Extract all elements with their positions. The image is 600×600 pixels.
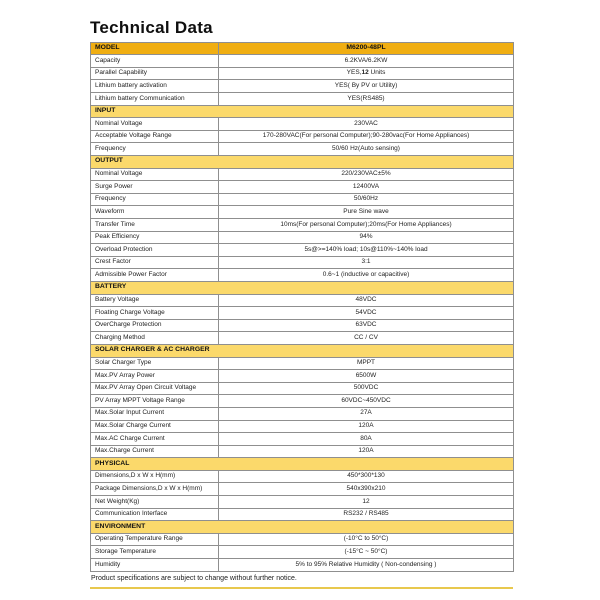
spec-label: PV Array MPPT Voltage Range — [91, 395, 219, 408]
spec-row-crest-factor — [91, 256, 514, 269]
spec-value: 120A — [219, 420, 514, 433]
model-header-label: MODEL — [91, 42, 219, 55]
spec-label: Humidity — [91, 559, 219, 572]
spec-row-transfer-time — [91, 219, 514, 232]
section-header-physical — [91, 458, 514, 471]
spec-row-peak-efficiency — [91, 231, 514, 244]
spec-row-floating-charge-voltage — [91, 307, 514, 320]
spec-value: 48VDC — [219, 294, 514, 307]
model-header-value: M6200-48PL — [219, 42, 514, 55]
spec-value: MPPT — [219, 357, 514, 370]
spec-value: (-10°C to 50°C) — [219, 533, 514, 546]
section-header-input — [91, 105, 514, 118]
section-header-label: ENVIRONMENT — [91, 521, 514, 534]
spec-row-overload-protection — [91, 244, 514, 257]
spec-value: (-15°C ~ 50°C) — [219, 546, 514, 559]
spec-row-max-pv-array-power — [91, 370, 514, 383]
spec-sheet-page — [90, 19, 513, 589]
spec-row-net-weight-kg — [91, 496, 514, 509]
spec-label: Max.PV Array Open Circuit Voltage — [91, 382, 219, 395]
spec-value: 120A — [219, 445, 514, 458]
section-header-solar-charger-ac-charger — [91, 344, 514, 357]
section-header-label: PHYSICAL — [91, 458, 514, 471]
spec-label: Operating Temperature Range — [91, 533, 219, 546]
spec-value: 6.2KVA/6.2KW — [219, 55, 514, 68]
spec-label: Max.Solar Charge Current — [91, 420, 219, 433]
spec-row-lithium-battery-activation — [91, 80, 514, 93]
spec-label: Package Dimensions,D x W x H(mm) — [91, 483, 219, 496]
spec-row-acceptable-voltage-range — [91, 130, 514, 143]
spec-row-dimensions-d-x-w-x-h-mm — [91, 470, 514, 483]
spec-value: 94% — [219, 231, 514, 244]
spec-label: Lithium battery Communication — [91, 93, 219, 106]
spec-row-frequency — [91, 193, 514, 206]
spec-label: Max.Charge Current — [91, 445, 219, 458]
model-header-row — [91, 42, 514, 55]
page-title: Technical Data — [90, 18, 213, 37]
spec-label: Capacity — [91, 55, 219, 68]
spec-label: Overload Protection — [91, 244, 219, 257]
spec-label: Floating Charge Voltage — [91, 307, 219, 320]
spec-label: Battery Voltage — [91, 294, 219, 307]
spec-label: Dimensions,D x W x H(mm) — [91, 470, 219, 483]
spec-row-surge-power — [91, 181, 514, 194]
spec-value: 220/230VAC±5% — [219, 168, 514, 181]
spec-label: Waveform — [91, 206, 219, 219]
spec-row-parallel-capability — [91, 67, 514, 80]
footer-note: Product specifications are subject to change without further notice. — [91, 574, 297, 582]
spec-value: 63VDC — [219, 319, 514, 332]
spec-value: 10ms(For personal Computer);20ms(For Home Appliances) — [219, 219, 514, 232]
spec-label: Crest Factor — [91, 256, 219, 269]
spec-label: OverCharge Protection — [91, 319, 219, 332]
spec-row-max-ac-charge-current — [91, 433, 514, 446]
spec-label: Nominal Voltage — [91, 168, 219, 181]
spec-row-frequency — [91, 143, 514, 156]
spec-label: Max.AC Charge Current — [91, 433, 219, 446]
spec-row-max-pv-array-open-circuit-voltage — [91, 382, 514, 395]
section-header-label: OUTPUT — [91, 156, 514, 169]
spec-value: 450*300*130 — [219, 470, 514, 483]
spec-value: 230VAC — [219, 118, 514, 131]
spec-value: YES( By PV or Utility) — [219, 80, 514, 93]
section-header-label: SOLAR CHARGER & AC CHARGER — [91, 344, 514, 357]
spec-value: 54VDC — [219, 307, 514, 320]
spec-label: Charging Method — [91, 332, 219, 345]
spec-row-nominal-voltage — [91, 168, 514, 181]
bottom-divider-line — [90, 587, 513, 589]
section-header-environment — [91, 521, 514, 534]
spec-value: 60VDC~450VDC — [219, 395, 514, 408]
spec-value: YES,12 Units — [219, 67, 514, 80]
spec-label: Frequency — [91, 193, 219, 206]
spec-row-capacity — [91, 55, 514, 68]
spec-label: Acceptable Voltage Range — [91, 130, 219, 143]
spec-value: 3:1 — [219, 256, 514, 269]
spec-label: Peak Efficiency — [91, 231, 219, 244]
spec-row-communication-interface — [91, 508, 514, 521]
spec-label: Nominal Voltage — [91, 118, 219, 131]
spec-row-max-solar-charge-current — [91, 420, 514, 433]
spec-row-max-charge-current — [91, 445, 514, 458]
spec-label: Lithium battery activation — [91, 80, 219, 93]
spec-row-overcharge-protection — [91, 319, 514, 332]
spec-value: RS232 / RS485 — [219, 508, 514, 521]
spec-value: 500VDC — [219, 382, 514, 395]
spec-row-lithium-battery-communication — [91, 93, 514, 106]
section-header-battery — [91, 281, 514, 294]
spec-value: CC / CV — [219, 332, 514, 345]
spec-value: YES(RS485) — [219, 93, 514, 106]
spec-label: Net Weight(Kg) — [91, 496, 219, 509]
spec-label: Storage Temperature — [91, 546, 219, 559]
spec-value: 6500W — [219, 370, 514, 383]
spec-row-solar-charger-type — [91, 357, 514, 370]
spec-row-battery-voltage — [91, 294, 514, 307]
spec-row-storage-temperature — [91, 546, 514, 559]
spec-row-package-dimensions-d-x-w-x-h-mm — [91, 483, 514, 496]
spec-row-nominal-voltage — [91, 118, 514, 131]
spec-table-body — [91, 55, 514, 571]
spec-value: 5s@>=140% load; 10s@110%~140% load — [219, 244, 514, 257]
section-header-label: BATTERY — [91, 281, 514, 294]
spec-label: Surge Power — [91, 181, 219, 194]
spec-label: Admissible Power Factor — [91, 269, 219, 282]
spec-value: 12 — [219, 496, 514, 509]
spec-row-charging-method — [91, 332, 514, 345]
section-header-output — [91, 156, 514, 169]
spec-row-humidity — [91, 559, 514, 572]
spec-value: 50/60 Hz(Auto sensing) — [219, 143, 514, 156]
spec-value: 12400VA — [219, 181, 514, 194]
spec-value: 0.6~1 (inductive or capacitive) — [219, 269, 514, 282]
spec-value: 5% to 95% Relative Humidity ( Non-condensing ) — [219, 559, 514, 572]
spec-row-admissible-power-factor — [91, 269, 514, 282]
spec-value: 27A — [219, 407, 514, 420]
spec-label: Communication Interface — [91, 508, 219, 521]
spec-row-max-solar-input-current — [91, 407, 514, 420]
technical-data-table — [90, 42, 514, 572]
spec-value: 50/60Hz — [219, 193, 514, 206]
spec-row-waveform — [91, 206, 514, 219]
spec-label: Parallel Capability — [91, 67, 219, 80]
spec-label: Solar Charger Type — [91, 357, 219, 370]
spec-value: 540x390x210 — [219, 483, 514, 496]
spec-label: Max.PV Array Power — [91, 370, 219, 383]
spec-value: 170-280VAC(For personal Computer);90-280vac(For Home Appliances) — [219, 130, 514, 143]
spec-row-pv-array-mppt-voltage-range — [91, 395, 514, 408]
spec-label: Frequency — [91, 143, 219, 156]
spec-value: 80A — [219, 433, 514, 446]
spec-row-operating-temperature-range — [91, 533, 514, 546]
section-header-label: INPUT — [91, 105, 514, 118]
spec-label: Transfer Time — [91, 219, 219, 232]
spec-value: Pure Sine wave — [219, 206, 514, 219]
spec-label: Max.Solar Input Current — [91, 407, 219, 420]
